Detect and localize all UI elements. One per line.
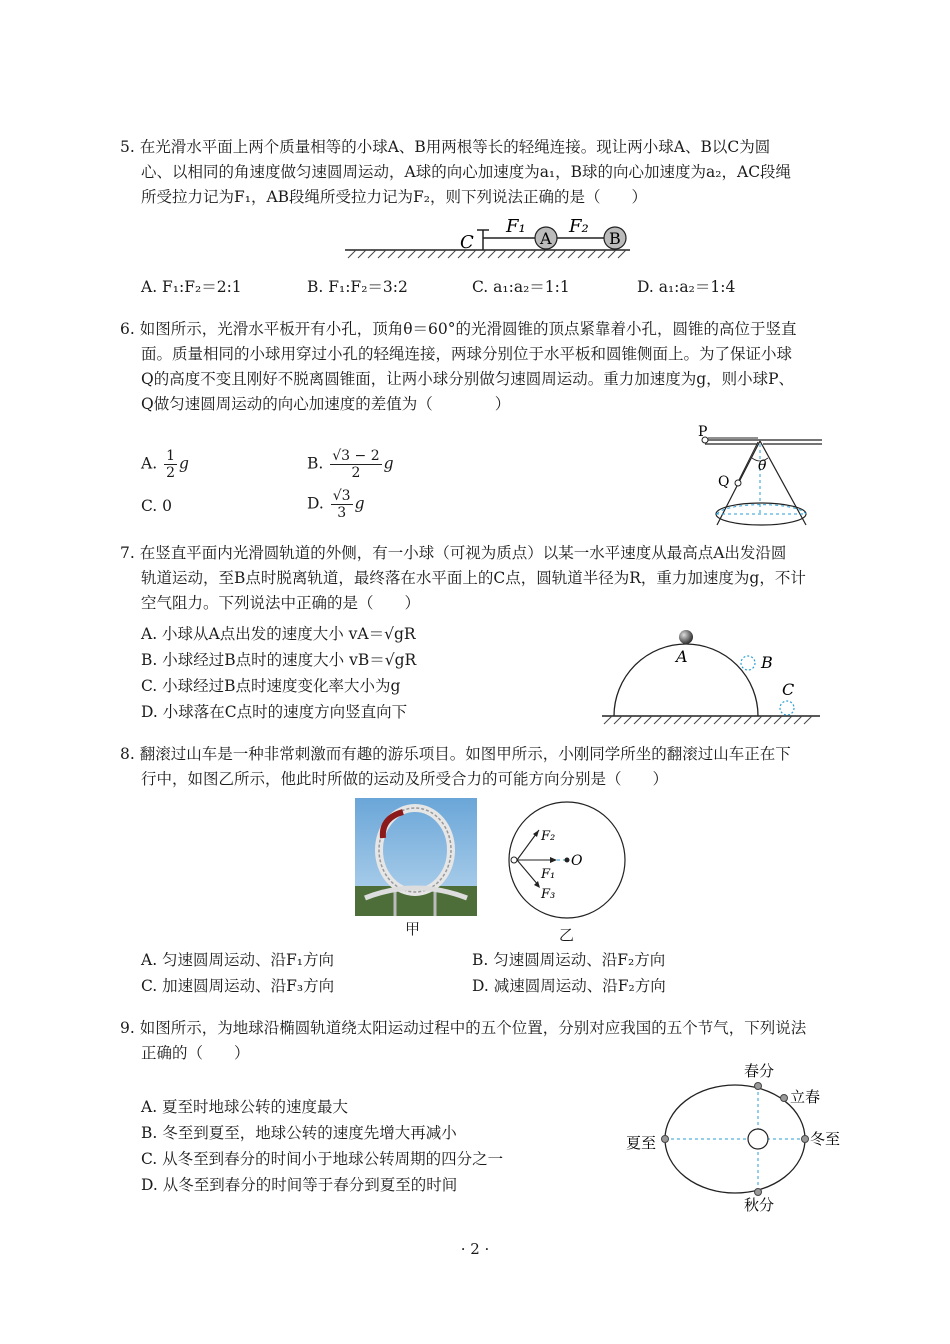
q6-option-c: C. 0 — [141, 497, 173, 515]
q5-option-c: C. a₁:a₂＝1:1 — [472, 278, 570, 296]
q9-option-b: B. 冬至到夏至，地球公转的速度先增大再减小 — [141, 1124, 457, 1142]
q7-option-a: A. 小球从A点出发的速度大小 vA＝√gR — [141, 625, 416, 643]
earth-dongzhi — [802, 1136, 809, 1143]
q7-label-a: A — [676, 647, 688, 666]
roller-coaster-photo — [355, 798, 477, 916]
ball-b-ghost — [741, 656, 755, 670]
q8-option-c: C. 加速圆周运动、沿F₃方向 — [141, 977, 335, 995]
q7-track-figure — [598, 620, 823, 730]
q7-line-2: 轨道运动，至B点时脱离轨道，最终落在水平面上的C点，圆轨道半径为R，重力加速度为g，不计 — [141, 569, 806, 587]
q5-label-f1: F₁ — [506, 216, 526, 237]
earth-xiazhi — [662, 1136, 669, 1143]
q8-option-b: B. 匀速圆周运动、沿F₂方向 — [472, 951, 666, 969]
ball-q — [735, 480, 741, 486]
q5-line-2: 心、以相同的角速度做匀速圆周运动，A球的向心加速度为a₁，B球的向心加速度为a₂，AC段绳 — [141, 163, 792, 181]
figure-label-yi: 乙 — [559, 926, 575, 944]
q6-line-2: 面。质量相同的小球用穿过小孔的轻绳连接，两球分别位于水平板和圆锥侧面上。为了保证小球 — [141, 345, 793, 363]
label-xiazhi: 夏至 — [626, 1134, 657, 1152]
q5-line-3: 所受拉力记为F₁，AB段绳所受拉力记为F₂，则下列说法正确的是（ ） — [141, 188, 648, 206]
q6-label-p: P — [698, 424, 708, 440]
q5-label-a: A — [540, 229, 552, 248]
q5-option-a: A. F₁:F₂＝2:1 — [141, 278, 242, 296]
q5-label-b: B — [609, 229, 621, 248]
label-o: O — [571, 853, 583, 869]
q6-option-b: B. $\frac{√3 - 2}{2}$ g — [307, 448, 394, 481]
q5-label-c: C — [460, 232, 474, 253]
q6-option-a: A. $\frac{1}{2}$ g — [141, 448, 189, 481]
q5-option-d: D. a₁:a₂＝1:4 — [637, 278, 736, 296]
sun — [748, 1129, 768, 1149]
q5-figure — [340, 212, 640, 264]
q6-line-3: Q的高度不变且刚好不脱离圆锥面，让两小球分别做匀速圆周运动。重力加速度为g，则小球P、 — [141, 370, 795, 388]
q6-label-q: Q — [718, 474, 730, 490]
q9-orbit-figure — [620, 1056, 845, 1216]
q7-option-b: B. 小球经过B点时的速度大小 vB＝√gR — [141, 651, 417, 669]
q6-line-1: 6. 如图所示，光滑水平板开有小孔，顶角θ＝60°的光滑圆锥的顶点紧靠着小孔，圆锥的高位于竖直 — [120, 320, 797, 338]
q5-line-1: 5. 在光滑水平面上两个质量相等的小球A、B用两根等长的轻绳连接。现让两小球A、B以C为圆 — [120, 138, 771, 156]
q9-line-1: 9. 如图所示，为地球沿椭圆轨道绕太阳运动过程中的五个位置，分别对应我国的五个节气，下列说法 — [120, 1019, 807, 1037]
label-qiufen: 秋分 — [744, 1196, 775, 1214]
page-number: · 2 · — [460, 1240, 490, 1258]
earth-lichun — [781, 1095, 788, 1102]
q6-option-d: D. $\frac{√3}{3}$ g — [307, 488, 365, 521]
q7-option-d: D. 小球落在C点时的速度方向竖直向下 — [141, 703, 408, 721]
q6-line-4: Q做匀速圆周运动的向心加速度的差值为（ ） — [141, 395, 511, 413]
q7-line-1: 7. 在竖直平面内光滑圆轨道的外侧，有一小球（可视为质点）以某一水平速度从最高点A出发沿圆 — [120, 544, 787, 562]
label-f3: F₃ — [541, 887, 556, 902]
q8-option-a: A. 匀速圆周运动、沿F₁方向 — [141, 951, 335, 969]
q7-option-c: C. 小球经过B点时速度变化率大小为g — [141, 677, 401, 695]
label-chunfen: 春分 — [744, 1062, 775, 1080]
label-dongzhi: 冬至 — [810, 1130, 841, 1148]
q9-line-2: 正确的（ ） — [141, 1044, 250, 1062]
q8-option-d: D. 减速圆周运动、沿F₂方向 — [472, 977, 666, 995]
earth-chunfen — [755, 1083, 762, 1090]
label-f1: F₁ — [541, 867, 556, 882]
label-f2: F₂ — [541, 829, 556, 844]
earth-qiufen — [755, 1189, 762, 1196]
q6-cone-figure — [690, 420, 830, 535]
q7-label-b: B — [761, 653, 773, 672]
label-lichun: 立春 — [790, 1088, 821, 1106]
q5-option-b: B. F₁:F₂＝3:2 — [307, 278, 408, 296]
q6-label-theta: θ — [758, 458, 767, 474]
q8-line-1: 8. 翻滚过山车是一种非常刺激而有趣的游乐项目。如图甲所示，小刚同学所坐的翻滚过山车正在下 — [120, 745, 791, 763]
ball-c-ghost — [780, 701, 794, 715]
q7-label-c: C — [782, 680, 795, 699]
q5-label-f2: F₂ — [569, 216, 589, 237]
ball-a — [679, 630, 693, 644]
q7-line-3: 空气阻力。下列说法中正确的是（ ） — [141, 594, 421, 612]
q9-option-a: A. 夏至时地球公转的速度最大 — [141, 1098, 349, 1116]
q8-line-2: 行中，如图乙所示，他此时所做的运动及所受合力的可能方向分别是（ ） — [141, 770, 669, 788]
q9-option-d: D. 从冬至到春分的时间等于春分到夏至的时间 — [141, 1176, 458, 1194]
force-diagram — [505, 798, 630, 923]
figure-label-jia: 甲 — [405, 920, 421, 938]
q9-option-c: C. 从冬至到春分的时间小于地球公转周期的四分之一 — [141, 1150, 504, 1168]
